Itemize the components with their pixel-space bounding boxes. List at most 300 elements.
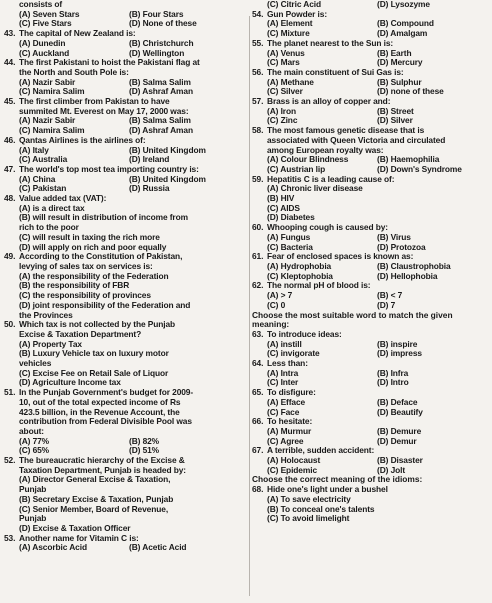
option-text: Claustrophobia	[390, 260, 451, 271]
option-key: (B)	[377, 455, 389, 466]
option-key: (D)	[129, 18, 141, 29]
question-number: 64.	[252, 358, 264, 369]
option-key: (D)	[19, 522, 31, 533]
option-key: (B)	[129, 542, 141, 553]
option-text: Virus	[390, 231, 411, 242]
option-text: Citric Acid	[280, 0, 322, 9]
question-block	[4, 97, 280, 136]
option-text: Secretary Excise & Taxation, Punjab	[32, 493, 174, 504]
option-text: Mars	[280, 57, 300, 68]
question-text: The planet nearest to the Sun is:	[267, 37, 394, 48]
option-key: (B)	[377, 367, 389, 378]
option-key: (C)	[19, 125, 31, 136]
question-stem	[4, 252, 280, 271]
question-text: The capital of New Zealand is:	[19, 28, 136, 39]
question-number: 44.	[4, 57, 16, 68]
option-key: (A)	[267, 154, 279, 165]
option-text: Luxury Vehicle tax on luxury motor vehicles	[19, 348, 169, 369]
option-key: (D)	[19, 299, 31, 310]
option-text: Silver	[390, 115, 413, 126]
option-key: (C)	[267, 202, 279, 213]
option-key: (C)	[19, 290, 31, 301]
option-text: inspire	[390, 338, 418, 349]
option-text: Agree	[280, 435, 304, 446]
question-stem	[4, 388, 280, 437]
question-number: 68.	[252, 484, 264, 495]
question-number: 54.	[252, 8, 264, 19]
option-key: (A)	[267, 18, 279, 29]
option-text: Earth	[390, 47, 412, 58]
option-key: (D)	[377, 57, 389, 68]
option-key: (A)	[267, 183, 279, 194]
option-key: (D)	[377, 28, 389, 39]
option-text: Salma Salim	[142, 115, 191, 126]
question-text: Less than:	[267, 358, 308, 369]
option-key: (C)	[19, 445, 31, 456]
option-text: Demure	[390, 425, 422, 436]
option-text: Property Tax	[32, 338, 82, 349]
section-instruction: Choose the most suitable word to match the given meaning:	[252, 309, 453, 330]
option-text: Dunedin	[32, 37, 66, 48]
option-text: Austrian lip	[280, 163, 326, 174]
answer-option	[377, 29, 488, 39]
option-key: (D)	[377, 0, 389, 9]
question-number: 65.	[252, 387, 264, 398]
option-text: To save electricity	[280, 493, 351, 504]
option-text: Iron	[280, 105, 296, 116]
option-text: 51%	[142, 445, 160, 456]
question-text: Whooping cough is caused by:	[267, 222, 388, 233]
question-number-spacer	[4, 0, 19, 10]
question-stem	[4, 97, 280, 116]
options-group	[252, 495, 488, 524]
question-number: 53.	[4, 532, 16, 543]
question-text: To hesitate:	[267, 416, 313, 427]
option-key: (D)	[377, 241, 389, 252]
option-text: Christchurch	[142, 37, 194, 48]
question-block	[252, 223, 488, 252]
option-key: (C)	[19, 154, 31, 165]
option-key: (C)	[267, 57, 279, 68]
option-text: Namira Salim	[32, 86, 85, 97]
option-key: (D)	[377, 348, 389, 359]
option-key: (B)	[377, 18, 389, 29]
option-key: (A)	[19, 435, 31, 446]
option-key: (D)	[377, 299, 389, 310]
option-text: HIV	[280, 193, 295, 204]
option-key: (B)	[377, 231, 389, 242]
answer-option	[377, 272, 488, 282]
option-key: (A)	[267, 290, 279, 301]
options-group	[252, 340, 488, 359]
option-text: United Kingdom	[142, 144, 206, 155]
option-key: (D)	[377, 435, 389, 446]
option-key: (B)	[129, 76, 141, 87]
option-key: (D)	[377, 406, 389, 417]
option-key: (D)	[377, 163, 389, 174]
option-text: Ashraf Aman	[142, 125, 193, 136]
option-text: the responsibility of provinces	[32, 290, 151, 301]
options-group	[252, 78, 488, 97]
option-text: Australia	[32, 154, 68, 165]
answer-option	[267, 514, 488, 524]
question-block	[252, 388, 488, 417]
option-key: (B)	[377, 47, 389, 58]
question-number: 58.	[252, 125, 264, 136]
option-text: Infra	[390, 367, 409, 378]
option-key: (C)	[267, 377, 279, 388]
option-key: (C)	[19, 86, 31, 97]
option-key: (A)	[267, 493, 279, 504]
question-number: 43.	[4, 28, 16, 39]
option-text: Fungus	[280, 231, 311, 242]
option-key: (B)	[129, 8, 141, 19]
question-text: According to the Constitution of Pakistan, levying of sales tax on services is:	[19, 251, 183, 271]
option-text: Five Stars	[32, 18, 72, 29]
option-text: Hellophobia	[390, 270, 438, 281]
answer-option	[19, 213, 280, 232]
option-key: (C)	[267, 270, 279, 281]
option-text: To avoid limelight	[280, 513, 350, 524]
option-text: Director General Excise & Taxation, Punjab	[19, 474, 171, 495]
option-key: (A)	[267, 396, 279, 407]
option-key: (D)	[129, 445, 141, 456]
options-group	[4, 475, 280, 533]
answer-option	[19, 301, 280, 320]
option-text: Senior Member, Board of Revenue, Punjab	[19, 503, 169, 524]
option-key: (A)	[267, 455, 279, 466]
option-text: Nazir Sabir	[32, 76, 76, 87]
question-number: 67.	[252, 445, 264, 456]
answer-option	[19, 505, 280, 524]
option-key: (C)	[19, 183, 31, 194]
option-text: Ireland	[142, 154, 170, 165]
option-text: Nazir Sabir	[32, 115, 76, 126]
question-block	[4, 58, 280, 97]
option-key: (C)	[19, 231, 31, 242]
question-block	[4, 136, 280, 165]
option-text: < 7	[390, 290, 403, 301]
question-block	[4, 534, 280, 553]
answer-option	[377, 87, 488, 97]
option-key: (B)	[377, 425, 389, 436]
option-text: Salma Salim	[142, 76, 191, 87]
option-text: Protozoa	[390, 241, 426, 252]
answer-option	[19, 349, 280, 368]
option-text: Jolt	[390, 464, 406, 475]
option-key: (A)	[19, 115, 31, 126]
option-key: (C)	[267, 0, 279, 9]
section-instruction: Choose the correct meaning of the idioms:	[252, 474, 423, 485]
option-key: (A)	[267, 231, 279, 242]
question-text: Gun Powder is:	[267, 8, 328, 19]
options-group	[4, 39, 280, 58]
question-block	[252, 417, 488, 446]
question-block	[252, 359, 488, 388]
option-text: Sulphur	[390, 76, 422, 87]
option-key: (D)	[377, 86, 389, 97]
question-block	[252, 39, 488, 68]
option-text: impress	[390, 348, 422, 359]
question-block	[252, 281, 488, 310]
question-block	[252, 485, 488, 524]
question-number: 48.	[4, 193, 16, 204]
option-text: the responsibility of the Federation	[32, 270, 169, 281]
continued-question	[4, 0, 280, 29]
option-text: United Kingdom	[142, 173, 206, 184]
option-key: (C)	[267, 28, 279, 39]
option-key: (C)	[267, 86, 279, 97]
option-key: (C)	[267, 513, 279, 524]
question-number: 45.	[4, 96, 16, 107]
options-group	[252, 369, 488, 388]
option-key: (D)	[129, 125, 141, 136]
options-group	[252, 427, 488, 446]
answer-option	[377, 378, 488, 388]
option-text: Excise & Taxation Officer	[32, 522, 131, 533]
option-key: (B)	[19, 493, 31, 504]
option-text: 65%	[32, 445, 50, 456]
option-text: Silver	[280, 86, 303, 97]
option-key: (B)	[377, 290, 389, 301]
option-text: Italy	[32, 144, 49, 155]
option-key: (C)	[267, 299, 279, 310]
option-text: Russia	[142, 183, 170, 194]
question-text: The world's top most tea importing country is:	[19, 163, 199, 174]
question-number: 49.	[4, 251, 16, 262]
option-text: Intro	[390, 377, 409, 388]
option-key: (B)	[377, 260, 389, 271]
option-text: Demur	[390, 435, 417, 446]
option-key: (A)	[267, 260, 279, 271]
option-text: Diabetes	[280, 212, 315, 223]
options-group	[4, 116, 280, 135]
options-group	[4, 272, 280, 321]
options-group	[252, 19, 488, 38]
question-stem	[4, 320, 280, 339]
question-text: A terrible, sudden accident:	[267, 445, 375, 456]
option-key: (B)	[129, 144, 141, 155]
options-group	[252, 291, 488, 310]
question-number: 62.	[252, 280, 264, 291]
option-key: (D)	[377, 377, 389, 388]
option-text: Inter	[280, 377, 299, 388]
option-key: (B)	[19, 212, 31, 223]
option-key: (B)	[267, 503, 279, 514]
option-key: (B)	[19, 280, 31, 291]
option-key: (A)	[267, 47, 279, 58]
option-text: Compound	[390, 18, 434, 29]
question-text: The normal pH of blood is:	[267, 280, 371, 291]
option-key: (C)	[19, 503, 31, 514]
question-text: The bureaucratic hierarchy of the Excise & Taxation Department, Punjab is headed by:	[19, 455, 186, 475]
option-key: (D)	[129, 154, 141, 165]
option-key: (A)	[267, 76, 279, 87]
option-text: Excise Fee on Retail Sale of Liquor	[32, 367, 169, 378]
option-key: (C)	[19, 47, 31, 58]
option-key: (B)	[129, 37, 141, 48]
question-block	[4, 388, 280, 456]
question-number: 57.	[252, 96, 264, 107]
option-text: Auckland	[32, 47, 70, 58]
question-block	[252, 10, 488, 39]
question-text: To introduce ideas:	[267, 328, 342, 339]
question-number: 55.	[252, 37, 264, 48]
options-group	[252, 398, 488, 417]
option-text: None of these	[142, 18, 197, 29]
option-text: Ascorbic Acid	[32, 542, 87, 553]
question-text: Hide one's light under a bushel	[267, 484, 388, 495]
option-text: instill	[280, 338, 302, 349]
question-text: Value added tax (VAT):	[19, 193, 107, 204]
answer-option	[377, 349, 488, 359]
question-stem	[4, 456, 280, 475]
options-group	[252, 184, 488, 223]
option-text: Mercury	[390, 57, 423, 68]
option-text: invigorate	[280, 348, 320, 359]
option-key: (A)	[19, 173, 31, 184]
question-text: Qantas Airlines is the airlines of:	[19, 134, 146, 145]
option-text: Methane	[280, 76, 314, 87]
option-key: (D)	[129, 47, 141, 58]
options-group	[4, 543, 280, 553]
options-group	[4, 204, 280, 253]
option-text: Holocaust	[280, 455, 321, 466]
option-text: will result in taxing the rich more	[32, 231, 160, 242]
option-text: Agriculture Income tax	[32, 377, 121, 388]
option-key: (D)	[19, 241, 31, 252]
option-key: (C)	[267, 464, 279, 475]
option-key: (B)	[377, 396, 389, 407]
option-key: (C)	[267, 115, 279, 126]
option-text: China	[32, 173, 56, 184]
option-key: (A)	[19, 76, 31, 87]
option-key: (D)	[129, 183, 141, 194]
question-block	[252, 126, 488, 175]
option-key: (C)	[19, 367, 31, 378]
option-text: > 7	[280, 290, 293, 301]
option-key: (C)	[267, 435, 279, 446]
options-group	[4, 78, 280, 97]
question-number: 52.	[4, 455, 16, 466]
option-key: (A)	[19, 270, 31, 281]
option-key: (B)	[129, 115, 141, 126]
option-text: Namira Salim	[32, 125, 85, 136]
answer-option	[267, 184, 488, 194]
question-block	[252, 446, 488, 475]
question-text: The most famous genetic disease that is associated with Queen Victoria and circulated among European royalty was:	[267, 125, 446, 155]
options-group	[4, 146, 280, 165]
option-key: (D)	[129, 86, 141, 97]
right-column	[252, 0, 488, 524]
options-group	[252, 262, 488, 281]
option-key: (A)	[19, 338, 31, 349]
option-text: 77%	[32, 435, 50, 446]
question-text: Fear of enclosed spaces is known as:	[267, 251, 414, 262]
answer-option	[377, 437, 488, 447]
question-number: 63.	[252, 328, 264, 339]
option-key: (B)	[129, 173, 141, 184]
options-group	[252, 233, 488, 252]
option-text: Bacteria	[280, 241, 313, 252]
option-key: (D)	[377, 464, 389, 475]
option-text: Kleptophobia	[280, 270, 333, 281]
option-key: (D)	[267, 212, 279, 223]
option-text: none of these	[390, 86, 444, 97]
question-text: To disfigure:	[267, 387, 316, 398]
option-key: (A)	[19, 202, 31, 213]
option-text: To conceal one's talents	[280, 503, 375, 514]
question-text: Brass is an alloy of copper and:	[267, 96, 391, 107]
options-group	[252, 155, 488, 174]
question-block	[252, 252, 488, 281]
option-text: Murmur	[280, 425, 312, 436]
question-block	[252, 330, 488, 359]
option-key: (D)	[377, 270, 389, 281]
option-text: Lysozyme	[390, 0, 430, 9]
option-text: Disaster	[390, 455, 423, 466]
question-block	[4, 320, 280, 388]
option-text: Seven Stars	[32, 8, 80, 19]
question-block	[4, 194, 280, 252]
question-block	[4, 456, 280, 534]
option-text: Down's Syndrome	[390, 163, 462, 174]
option-key: (A)	[19, 542, 31, 553]
option-text: 7	[390, 299, 396, 310]
option-text: Amalgam	[390, 28, 428, 39]
options-group	[4, 340, 280, 389]
option-text: Face	[280, 406, 300, 417]
option-key: (D)	[19, 377, 31, 388]
option-text: the responsibility of FBR	[32, 280, 130, 291]
option-text: Street	[390, 105, 414, 116]
option-text: Beautify	[390, 406, 423, 417]
option-key: (C)	[267, 163, 279, 174]
option-text: Ashraf Aman	[142, 86, 193, 97]
option-key: (C)	[267, 406, 279, 417]
option-key: (B)	[377, 105, 389, 116]
option-key: (C)	[267, 348, 279, 359]
option-key: (D)	[377, 115, 389, 126]
option-key: (B)	[19, 348, 31, 359]
option-text: Efface	[280, 396, 306, 407]
answer-option	[267, 194, 488, 204]
option-key: (A)	[267, 425, 279, 436]
option-text: will result in distribution of income from rich to the poor	[19, 212, 188, 233]
question-block	[4, 29, 280, 58]
answer-option	[19, 475, 280, 494]
option-text: Epidemic	[280, 464, 317, 475]
option-text: 82%	[142, 435, 160, 446]
left-column	[4, 0, 280, 553]
option-text: Intra	[280, 367, 299, 378]
option-key: (A)	[19, 474, 31, 485]
option-text: Haemophilia	[390, 154, 440, 165]
question-block	[252, 175, 488, 224]
option-text: joint responsibility of the Federation and the Provinces	[19, 299, 191, 320]
option-text: Colour Blindness	[280, 154, 349, 165]
option-text: Hydrophobia	[280, 260, 332, 271]
question-text: Which tax is not collected by the Punjab Excise & Taxation Department?	[19, 319, 176, 339]
question-stem	[252, 126, 488, 155]
question-text: consists of	[19, 0, 63, 9]
option-text: is a direct tax	[32, 202, 85, 213]
options-group	[4, 437, 280, 456]
question-number: 51.	[4, 387, 16, 398]
question-text: Another name for Vitamin C is:	[19, 532, 139, 543]
question-number: 56.	[252, 66, 264, 77]
option-text: Chronic liver disease	[280, 183, 363, 194]
